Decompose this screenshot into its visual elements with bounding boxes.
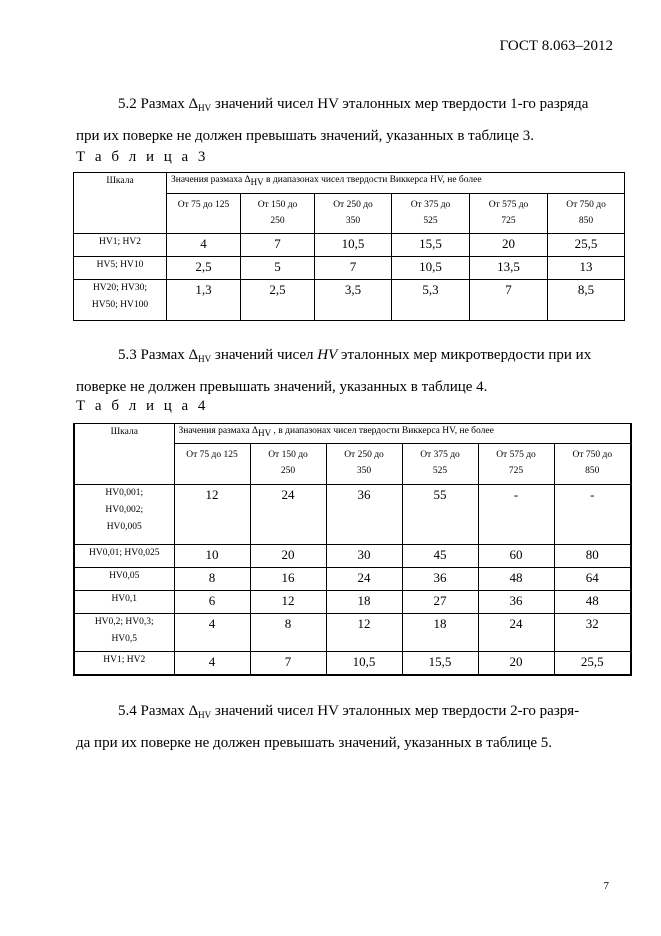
value-cell: 24 — [250, 485, 326, 545]
value-cell: - — [478, 485, 554, 545]
table4-range-header: От 575 до 725 — [478, 444, 554, 485]
table-row — [74, 485, 631, 545]
value-cell: 7 — [315, 257, 392, 280]
value-cell: 24 — [478, 614, 554, 652]
value-cell: 8,5 — [548, 280, 625, 321]
value-cell: 10,5 — [315, 234, 392, 257]
table-row — [74, 614, 631, 652]
value-cell: 13 — [548, 257, 625, 280]
value-cell: 27 — [402, 591, 478, 614]
value-cell: 8 — [174, 568, 250, 591]
value-cell: 55 — [402, 485, 478, 545]
value-cell: 10,5 — [326, 652, 402, 675]
document-header: ГОСТ 8.063–2012 — [499, 38, 613, 54]
table3-range-header: От 375 до 525 — [392, 194, 470, 234]
page-number: 7 — [603, 880, 609, 892]
table-4 — [73, 423, 632, 676]
table4-range-header: От 250 до 350 — [326, 444, 402, 485]
scale-cell: HV0,001; HV0,002; HV0,005 — [74, 485, 174, 545]
value-cell: 1,3 — [167, 280, 241, 321]
p52-subscript: HV — [198, 103, 212, 113]
scale-cell: HV0,05 — [74, 568, 174, 591]
value-cell: 20 — [478, 652, 554, 675]
table4-range-header: От 150 до 250 — [250, 444, 326, 485]
scale-cell: HV0,2; HV0,3; HV0,5 — [74, 614, 174, 652]
value-cell: 2,5 — [167, 257, 241, 280]
value-cell: 7 — [470, 280, 548, 321]
table4-caption: Т а б л и ц а 4 — [76, 398, 209, 414]
value-cell: 12 — [174, 485, 250, 545]
table4-values-header: Значения размаха ΔHV , в диапазонах чисел твердости Виккерса HV, не более — [174, 424, 631, 444]
value-cell: 45 — [402, 545, 478, 568]
table4-range-header: От 375 до 525 — [402, 444, 478, 485]
value-cell: 4 — [174, 652, 250, 675]
table-row — [74, 568, 631, 591]
p53-line2: поверке не должен превышать значений, указанных в таблице 4. — [76, 379, 488, 395]
value-cell: 6 — [174, 591, 250, 614]
value-cell: 18 — [326, 591, 402, 614]
value-cell: 36 — [402, 568, 478, 591]
scale-cell: HV1; HV2 — [74, 652, 174, 675]
p54-line2: да при их поверке не должен превышать значений, указанных в таблице 5. — [76, 735, 553, 751]
value-cell: 10,5 — [392, 257, 470, 280]
value-cell: 15,5 — [392, 234, 470, 257]
table4-range-header: От 75 до 125 — [174, 444, 250, 485]
p52-text: 5.2 Размах Δ — [118, 96, 199, 112]
value-cell: - — [554, 485, 631, 545]
value-cell: 32 — [554, 614, 631, 652]
scale-cell: HV0,1 — [74, 591, 174, 614]
value-cell: 13,5 — [470, 257, 548, 280]
paragraph-5-3: 5.3 Размах $\Delta_{HV}$ значений чисел HV эталонных мер микротвердости при их поверке не должен превышать значений, указанных в таблице 4. — [76, 341, 621, 401]
value-cell: 25,5 — [548, 234, 625, 257]
p52-text-cont: значений чисел HV эталонных мер твердости 1-го разряда — [211, 96, 589, 112]
value-cell: 8 — [250, 614, 326, 652]
table-row — [74, 234, 625, 257]
paragraph-5-4: 5.4 Размах $\Delta_{HV}$ значений чисел HV эталонных мер твердости 2-го разря- да при их поверке не должен превышать значений, указанных в таблице 5. — [76, 697, 621, 757]
table-3 — [73, 172, 625, 321]
value-cell: 48 — [554, 591, 631, 614]
value-cell: 10 — [174, 545, 250, 568]
table-row — [74, 545, 631, 568]
value-cell: 20 — [250, 545, 326, 568]
scale-cell: HV5; HV10 — [74, 257, 167, 280]
table3-values-header: Значения размаха ΔHV в диапазонах чисел твердости Виккерса HV, не более — [167, 173, 625, 194]
value-cell: 4 — [167, 234, 241, 257]
value-cell: 24 — [326, 568, 402, 591]
table3-caption: Т а б л и ц а 3 — [76, 149, 209, 165]
value-cell: 3,5 — [315, 280, 392, 321]
value-cell: 48 — [478, 568, 554, 591]
table-row — [74, 652, 631, 675]
value-cell: 64 — [554, 568, 631, 591]
value-cell: 36 — [326, 485, 402, 545]
paragraph-5-2 — [76, 90, 621, 150]
value-cell: 18 — [402, 614, 478, 652]
value-cell: 15,5 — [402, 652, 478, 675]
value-cell: 60 — [478, 545, 554, 568]
value-cell: 20 — [470, 234, 548, 257]
table3-range-header: От 575 до 725 — [470, 194, 548, 234]
table3-scale-header: Шкала — [74, 173, 167, 234]
table-row — [74, 591, 631, 614]
scale-cell: HV1; HV2 — [74, 234, 167, 257]
table4-range-header: От 750 до 850 — [554, 444, 631, 485]
table4-scale-header: Шкала — [74, 424, 174, 485]
scale-cell: HV0,01; HV0,025 — [74, 545, 174, 568]
value-cell: 7 — [241, 234, 315, 257]
table-row — [74, 257, 625, 280]
value-cell: 5,3 — [392, 280, 470, 321]
value-cell: 80 — [554, 545, 631, 568]
table3-range-header: От 250 до 350 — [315, 194, 392, 234]
value-cell: 30 — [326, 545, 402, 568]
p52-line2: при их поверке не должен превышать значений, указанных в таблице 3. — [76, 128, 535, 144]
value-cell: 16 — [250, 568, 326, 591]
value-cell: 36 — [478, 591, 554, 614]
table3-range-header: От 750 до 850 — [548, 194, 625, 234]
value-cell: 5 — [241, 257, 315, 280]
value-cell: 4 — [174, 614, 250, 652]
value-cell: 2,5 — [241, 280, 315, 321]
value-cell: 7 — [250, 652, 326, 675]
table3-range-header: От 150 до 250 — [241, 194, 315, 234]
table3-range-header: От 75 до 125 — [167, 194, 241, 234]
value-cell: 25,5 — [554, 652, 631, 675]
scale-cell: HV20; HV30; HV50; HV100 — [74, 280, 167, 321]
value-cell: 12 — [250, 591, 326, 614]
table-row — [74, 280, 625, 321]
value-cell: 12 — [326, 614, 402, 652]
